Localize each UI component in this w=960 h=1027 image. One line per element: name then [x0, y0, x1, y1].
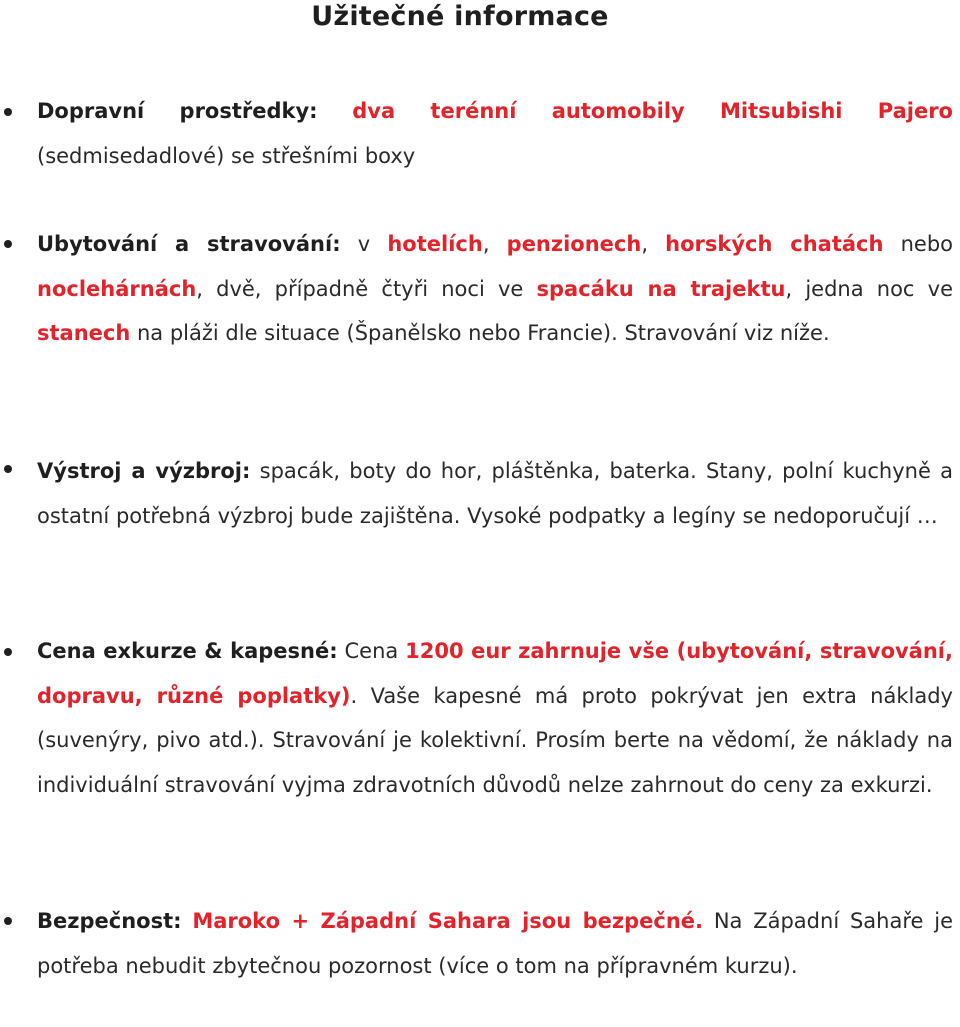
info-item-equipment	[37, 449, 953, 538]
body-text: Cena	[337, 639, 406, 663]
item-heading: Cena exkurze & kapesné:	[37, 639, 338, 663]
body-text: , dvě, případně čtyři noci ve	[196, 276, 537, 301]
highlight-text: hotelích	[387, 232, 483, 256]
highlight-text: stanech	[37, 321, 131, 345]
bullet-icon	[4, 240, 12, 248]
info-item-price	[37, 629, 953, 807]
body-text: Na Západní Sahaře je potřeba nebudit zbytečnou pozornost (více o tom na přípravném kurzu).	[37, 909, 953, 978]
highlight-text: spacáku na trajektu	[536, 276, 786, 301]
bullet-icon	[4, 465, 12, 473]
highlight-text: Maroko + Západní Sahara jsou bezpečné.	[192, 909, 704, 933]
body-text: spacák, boty do hor, pláštěnka, baterka. Stany, polní kuchyně a ostatní potřebná výzbroj bude zajištěna. Vysoké podpatky a legíny se nedoporučují …	[37, 459, 953, 528]
body-text	[318, 99, 353, 123]
highlight-text: 1200 eur zahrnuje vše (ubytování, stravování, dopravu, různé poplatky)	[37, 639, 953, 708]
item-heading: Dopravní prostředky:	[37, 99, 318, 123]
item-heading: Výstroj a výzbroj:	[37, 459, 251, 483]
highlight-text: penzionech	[506, 232, 642, 256]
body-text: ,	[641, 232, 666, 256]
body-text: nebo	[883, 232, 954, 256]
highlight-text: noclehárnách	[37, 276, 197, 301]
body-text	[182, 909, 193, 933]
bullet-icon	[4, 917, 12, 925]
page-title: Užitečné informace	[311, 1, 609, 32]
body-text: na pláži dle situace (Španělsko nebo Francie). Stravování viz níže.	[130, 321, 830, 345]
highlight-text: horských chatách	[665, 232, 884, 256]
body-text: . Vaše kapesné má proto pokrývat jen extra náklady (suvenýry, pivo atd.). Stravování je kolektivní. Prosím berte na vědomí, že náklady na individuální stravování vyjma zdravotních důvodů nelze zahrnout do ceny za exkurzi.	[37, 683, 953, 797]
bullet-icon	[4, 648, 12, 656]
body-text: (sedmisedadlové) se střešními boxy	[37, 143, 416, 168]
info-item-accommodation	[37, 222, 953, 356]
item-heading: Bezpečnost:	[37, 909, 182, 933]
body-text: , jedna noc ve	[785, 276, 954, 301]
info-item-transport	[37, 89, 953, 178]
item-heading: Ubytování a stravování:	[37, 232, 341, 256]
body-text: ,	[482, 232, 507, 256]
bullet-icon	[4, 108, 12, 116]
info-item-safety	[37, 899, 953, 988]
body-text: v	[340, 232, 388, 256]
highlight-text: dva terénní automobily Mitsubishi Pajero	[352, 99, 953, 123]
